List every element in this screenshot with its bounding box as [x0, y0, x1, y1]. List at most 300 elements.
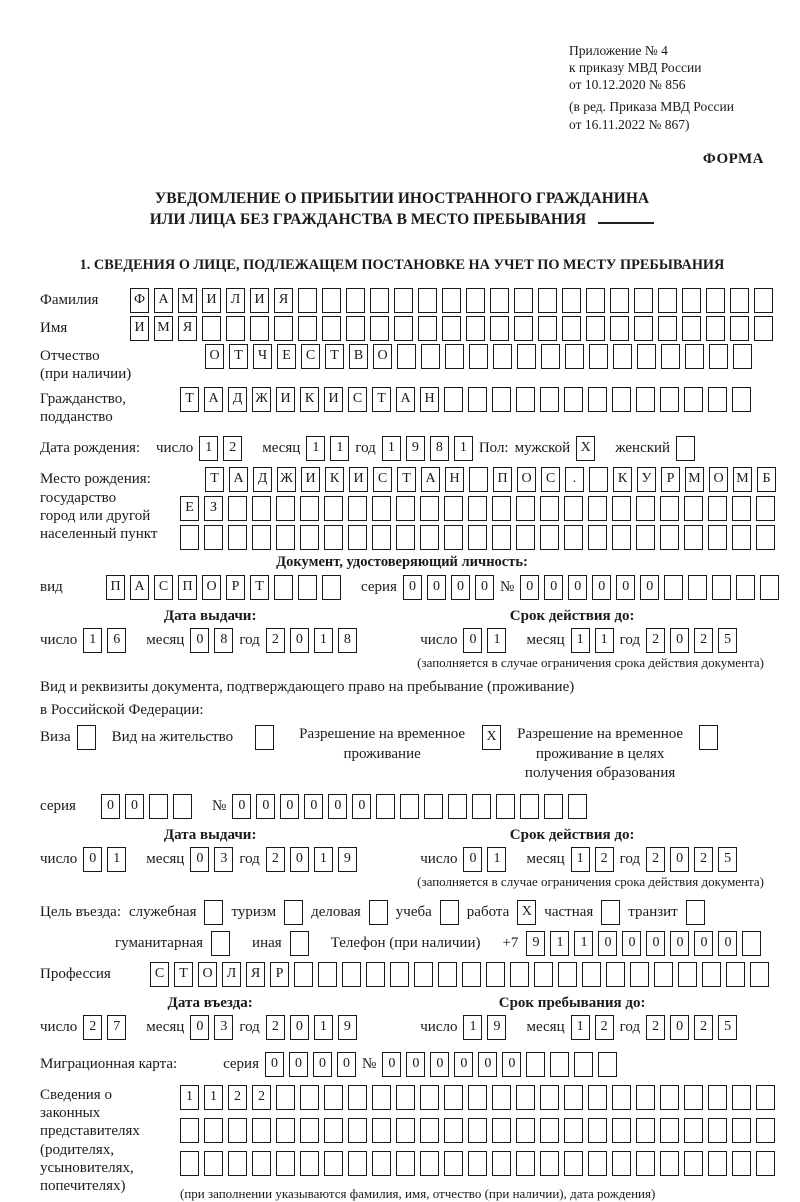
form-cell: Б: [757, 467, 776, 492]
form-cell: X: [576, 436, 595, 461]
form-cell: [324, 525, 343, 550]
form-cell: 0: [478, 1052, 497, 1077]
form-cell: 1: [487, 628, 506, 653]
birth-place-grid: [180, 467, 776, 550]
form-cell: [702, 962, 721, 987]
form-cell: 2: [694, 1015, 713, 1040]
residence-issue-year-cells: [266, 847, 357, 872]
purpose-opt-label: туризм: [231, 903, 277, 920]
form-cell: [442, 316, 461, 341]
purpose-transit-checkbox: [686, 900, 705, 925]
form-cell: [284, 900, 303, 925]
profession-row: [40, 962, 764, 987]
form-cell: 0: [352, 794, 371, 819]
form-cell: [466, 316, 485, 341]
form-cell: [424, 794, 443, 819]
form-cell: [322, 575, 341, 600]
form-cell: 0: [190, 1015, 209, 1040]
visa-checkbox: [77, 725, 96, 750]
form-cell: И: [349, 467, 368, 492]
form-cell: М: [733, 467, 752, 492]
form-cell: Л: [226, 288, 245, 313]
form-cell: 1: [204, 1085, 223, 1110]
representatives-label: Сведения о законных представителях (родителях, усыновителях, попечителях): [40, 1086, 140, 1195]
form-cell: 0: [337, 1052, 356, 1077]
phone-prefix: +7: [502, 934, 519, 951]
form-cell: О: [373, 344, 392, 369]
form-cell: 2: [223, 436, 242, 461]
doc-kind-label: вид: [40, 579, 63, 596]
form-cell: К: [300, 387, 319, 412]
form-cell: И: [301, 467, 320, 492]
form-cell: 0: [328, 794, 347, 819]
form-cell: [708, 1118, 727, 1143]
form-cell: О: [517, 467, 536, 492]
form-cell: [708, 496, 727, 521]
number-label: №: [362, 1055, 377, 1072]
form-cell: [421, 344, 440, 369]
form-cell: О: [202, 575, 221, 600]
form-cell: К: [325, 467, 344, 492]
form-cell: [346, 316, 365, 341]
form-cell: [396, 1151, 415, 1176]
appendix-block: [569, 42, 764, 133]
form-cell: 0: [463, 847, 482, 872]
form-cell: [322, 288, 341, 313]
form-cell: 0: [125, 794, 144, 819]
form-cell: [636, 1085, 655, 1110]
form-cell: [204, 1151, 223, 1176]
identity-issue-col: [40, 608, 380, 671]
form-cell: [348, 496, 367, 521]
form-cell: Ж: [252, 387, 271, 412]
form-cell: [252, 496, 271, 521]
form-cell: Т: [180, 387, 199, 412]
purpose-opt-label: учеба: [395, 903, 432, 920]
form-cell: 2: [595, 1015, 614, 1040]
form-cell: [300, 525, 319, 550]
edu-permit-label: Разрешение на временное проживание в целях получения образования: [517, 726, 684, 782]
form-cell: [469, 344, 488, 369]
form-cell: 9: [338, 1015, 357, 1040]
form-cell: 2: [646, 1015, 665, 1040]
form-cell: [612, 525, 631, 550]
form-cell: 0: [646, 931, 665, 956]
appendix-line: (в ред. Приказа МВД России: [569, 99, 734, 115]
form-cell: З: [204, 496, 223, 521]
valid-year-cells: [646, 628, 737, 653]
form-cell: [444, 496, 463, 521]
doc-kind-cells: [106, 575, 341, 600]
purpose-opt-label: транзит: [628, 903, 678, 920]
form-cell: [706, 288, 725, 313]
visa-label: Виза: [40, 729, 71, 746]
form-cell: [612, 496, 631, 521]
stay-year-cells: [646, 1015, 737, 1040]
form-cell: X: [517, 900, 536, 925]
entry-day-cells: [83, 1015, 126, 1040]
form-cell: [444, 525, 463, 550]
form-cell: [414, 962, 433, 987]
form-cell: [204, 900, 223, 925]
form-cell: [516, 1151, 535, 1176]
name-row: [40, 316, 764, 341]
form-cell: [733, 344, 752, 369]
form-cell: А: [229, 467, 248, 492]
form-cell: [149, 794, 168, 819]
purpose-humanitarian-checkbox: [211, 931, 230, 956]
form-cell: 9: [406, 436, 425, 461]
appendix-line: от 10.12.2020 № 856: [569, 77, 686, 93]
form-cell: [756, 1118, 775, 1143]
form-cell: К: [613, 467, 632, 492]
form-cell: П: [106, 575, 125, 600]
form-cell: 0: [190, 628, 209, 653]
form-cell: [660, 525, 679, 550]
form-cell: 0: [83, 847, 102, 872]
residence-valid-month-cells: [571, 847, 614, 872]
migration-card-row: [40, 1052, 764, 1077]
residence-valid-year-cells: [646, 847, 737, 872]
birth-date-label: Дата рождения:: [40, 440, 141, 457]
form-cell: 2: [252, 1085, 271, 1110]
form-cell: [370, 288, 389, 313]
form-cell: [588, 496, 607, 521]
form-cell: 1: [314, 847, 333, 872]
form-cell: [613, 344, 632, 369]
form-cell: [684, 1118, 703, 1143]
form-cell: Р: [226, 575, 245, 600]
form-cell: [180, 1118, 199, 1143]
form-cell: [510, 962, 529, 987]
form-cell: О: [198, 962, 217, 987]
form-cell: 1: [314, 628, 333, 653]
form-cell: [397, 344, 416, 369]
form-cell: 2: [694, 847, 713, 872]
stay-heading: Срок пребывания до:: [498, 994, 646, 1011]
purpose-opt-label: служебная: [128, 903, 197, 920]
form-cell: 0: [101, 794, 120, 819]
form-cell: [684, 1151, 703, 1176]
form-cell: [588, 525, 607, 550]
surname-cells: [130, 288, 773, 313]
form-cell: 9: [338, 847, 357, 872]
form-cell: С: [150, 962, 169, 987]
residence-issue-day-cells: [83, 847, 126, 872]
birth-day-cells: [199, 436, 242, 461]
form-cell: [582, 962, 601, 987]
form-cell: О: [709, 467, 728, 492]
entry-date-line: число 2 7 месяц 0 3 год 2 0 1 9: [40, 1015, 380, 1040]
form-cell: [588, 1151, 607, 1176]
form-cell: Т: [250, 575, 269, 600]
form-cell: [540, 525, 559, 550]
form-cell: 0: [256, 794, 275, 819]
form-cell: Т: [397, 467, 416, 492]
form-cell: 3: [214, 847, 233, 872]
form-cell: [541, 344, 560, 369]
form-cell: [660, 1085, 679, 1110]
form-cell: 1: [571, 1015, 590, 1040]
residence-doc-options: [40, 725, 764, 784]
form-cell: Ф: [130, 288, 149, 313]
form-cell: И: [276, 387, 295, 412]
birth-place-row: [40, 467, 771, 550]
form-cell: [660, 387, 679, 412]
form-cell: 0: [670, 628, 689, 653]
series-label: серия: [40, 797, 76, 814]
residence-doc-line1: Вид и реквизиты документа, подтверждающего право на пребывание (проживание): [40, 679, 575, 696]
form-cell: С: [301, 344, 320, 369]
form-cell: [732, 1085, 751, 1110]
form-cell: [636, 387, 655, 412]
purpose-opt-label: иная: [252, 934, 282, 951]
form-cell: 0: [520, 575, 539, 600]
form-cell: [274, 575, 293, 600]
representatives-cells-2: [180, 1118, 775, 1143]
form-cell: [708, 525, 727, 550]
form-cell: 1: [595, 628, 614, 653]
form-cell: 0: [190, 847, 209, 872]
form-cell: [540, 496, 559, 521]
birth-month-cells: [306, 436, 349, 461]
patronymic-label: Отчество (при наличии): [40, 348, 132, 383]
form-cell: [654, 962, 673, 987]
identity-doc-dates: [40, 608, 764, 671]
sex-label: Пол:: [478, 440, 509, 457]
form-cell: [438, 962, 457, 987]
form-cell: [726, 962, 745, 987]
form-cell: [420, 1085, 439, 1110]
form-cell: [342, 962, 361, 987]
form-cell: 9: [487, 1015, 506, 1040]
form-cell: [514, 288, 533, 313]
form-cell: [516, 496, 535, 521]
purpose-business-checkbox: [369, 900, 388, 925]
form-cell: 1: [306, 436, 325, 461]
form-cell: [610, 288, 629, 313]
birth-date-row: [40, 436, 764, 461]
form-cell: [550, 1052, 569, 1077]
form-cell: 0: [265, 1052, 284, 1077]
form-cell: [676, 436, 695, 461]
birth-year-cells: [382, 436, 473, 461]
form-cell: 1: [463, 1015, 482, 1040]
form-cell: [586, 316, 605, 341]
title-line-1: УВЕДОМЛЕНИЕ О ПРИБЫТИИ ИНОСТРАННОГО ГРАЖДАНИНА: [154, 189, 650, 207]
valid-heading: Срок действия до:: [509, 608, 635, 625]
form-cell: [255, 725, 274, 750]
form-cell: [418, 316, 437, 341]
form-cell: [699, 725, 718, 750]
form-cell: [348, 525, 367, 550]
form-cell: [226, 316, 245, 341]
form-cell: [420, 1118, 439, 1143]
entry-year-cells: [266, 1015, 357, 1040]
phone-cells: [526, 931, 761, 956]
form-cell: [526, 1052, 545, 1077]
form-cell: 0: [475, 575, 494, 600]
form-cell: [444, 1118, 463, 1143]
form-cell: [688, 575, 707, 600]
form-cell: [400, 794, 419, 819]
form-cell: [754, 288, 773, 313]
form-cell: [294, 962, 313, 987]
form-cell: [514, 316, 533, 341]
form-cell: [252, 1118, 271, 1143]
form-cell: 0: [427, 575, 446, 600]
form-cell: [468, 1151, 487, 1176]
form-cell: [634, 288, 653, 313]
form-cell: [173, 794, 192, 819]
stay-date-line: число 1 9 месяц 1 2 год 2 0 2 5: [380, 1015, 764, 1040]
form-cell: 7: [107, 1015, 126, 1040]
form-cell: [660, 1118, 679, 1143]
visa-option: [40, 725, 96, 750]
purpose-opt-label: гуманитарная: [115, 934, 204, 951]
temp-permit-option: [292, 725, 501, 764]
migration-series-cells: [265, 1052, 356, 1077]
form-cell: 5: [718, 628, 737, 653]
form-cell: [516, 525, 535, 550]
form-cell: [180, 525, 199, 550]
form-cell: [493, 344, 512, 369]
form-cell: [538, 288, 557, 313]
form-cell: [324, 1085, 343, 1110]
form-cell: [211, 931, 230, 956]
form-cell: [444, 1085, 463, 1110]
female-label: женский: [615, 440, 671, 457]
form-cell: [372, 1085, 391, 1110]
entry-dates: [40, 995, 764, 1040]
form-cell: Н: [420, 387, 439, 412]
form-cell: 3: [214, 1015, 233, 1040]
form-cell: Т: [325, 344, 344, 369]
purpose-opt-label: деловая: [311, 903, 361, 920]
form-cell: [298, 288, 317, 313]
residence-permit-option: [112, 725, 274, 750]
form-cell: С: [541, 467, 560, 492]
form-cell: [322, 316, 341, 341]
purpose-opt-label: частная: [544, 903, 594, 920]
form-cell: [708, 1085, 727, 1110]
form-cell: [420, 525, 439, 550]
form-cell: [586, 288, 605, 313]
series-label: серия: [223, 1055, 259, 1072]
doc-number-cells: [520, 575, 779, 600]
form-cell: 2: [646, 847, 665, 872]
form-cell: Т: [372, 387, 391, 412]
purpose-tourism-checkbox: [284, 900, 303, 925]
form-cell: [682, 316, 701, 341]
form-cell: [486, 962, 505, 987]
form-cell: [300, 1151, 319, 1176]
form-cell: [732, 1118, 751, 1143]
identity-doc-kind-row: [40, 575, 764, 600]
form-cell: [370, 316, 389, 341]
form-cell: П: [493, 467, 512, 492]
residence-issue-col: [40, 827, 380, 890]
form-cell: [564, 1151, 583, 1176]
form-cell: [250, 316, 269, 341]
form-cell: [562, 288, 581, 313]
form-cell: [564, 496, 583, 521]
form-cell: Я: [178, 316, 197, 341]
header: [40, 42, 764, 133]
purpose-official-checkbox: [204, 900, 223, 925]
form-cell: 0: [451, 575, 470, 600]
form-cell: [276, 1085, 295, 1110]
form-cell: [300, 1118, 319, 1143]
issue-heading: Дата выдачи:: [163, 608, 257, 625]
entry-month-cells: [190, 1015, 233, 1040]
form-cell: В: [349, 344, 368, 369]
form-cell: [366, 962, 385, 987]
form-cell: [756, 1085, 775, 1110]
form-cell: [390, 962, 409, 987]
form-cell: [598, 1052, 617, 1077]
female-checkbox: [676, 436, 695, 461]
form-cell: [564, 387, 583, 412]
form-cell: [228, 1118, 247, 1143]
form-cell: 0: [454, 1052, 473, 1077]
form-cell: 6: [107, 628, 126, 653]
patronymic-row: [40, 344, 764, 384]
purpose-other-checkbox: [290, 931, 309, 956]
form-cell: 2: [595, 847, 614, 872]
form-cell: 1: [314, 1015, 333, 1040]
form-cell: [589, 467, 608, 492]
form-cell: 1: [330, 436, 349, 461]
form-cell: М: [685, 467, 704, 492]
form-cell: [760, 575, 779, 600]
form-cell: [742, 931, 761, 956]
form-cell: [630, 962, 649, 987]
identity-doc-heading: Документ, удостоверяющий личность:: [276, 554, 528, 571]
form-cell: С: [348, 387, 367, 412]
form-cell: [448, 794, 467, 819]
form-cell: М: [154, 316, 173, 341]
form-cell: 0: [622, 931, 641, 956]
form-cell: 1: [199, 436, 218, 461]
form-cell: И: [250, 288, 269, 313]
form-cell: Д: [253, 467, 272, 492]
form-cell: 1: [571, 628, 590, 653]
form-cell: [468, 1118, 487, 1143]
form-cell: [276, 1118, 295, 1143]
form-cell: А: [421, 467, 440, 492]
form-cell: [369, 900, 388, 925]
form-cell: [490, 288, 509, 313]
form-cell: [372, 496, 391, 521]
form-cell: [664, 575, 683, 600]
residence-doc-dates: [40, 827, 764, 890]
form-cell: [376, 794, 395, 819]
form-cell: [538, 316, 557, 341]
representatives-grid: [180, 1083, 775, 1202]
form-cell: 0: [568, 575, 587, 600]
entry-heading: Дата въезда:: [167, 994, 253, 1011]
stay-until-col: [380, 995, 764, 1040]
form-cell: 2: [266, 847, 285, 872]
form-cell: 1: [550, 931, 569, 956]
migration-card-label: Миграционная карта:: [40, 1055, 178, 1072]
form-cell: [636, 1118, 655, 1143]
form-cell: 1: [454, 436, 473, 461]
form-cell: [77, 725, 96, 750]
form-cell: [420, 1151, 439, 1176]
form-word: ФОРМА: [702, 150, 764, 167]
